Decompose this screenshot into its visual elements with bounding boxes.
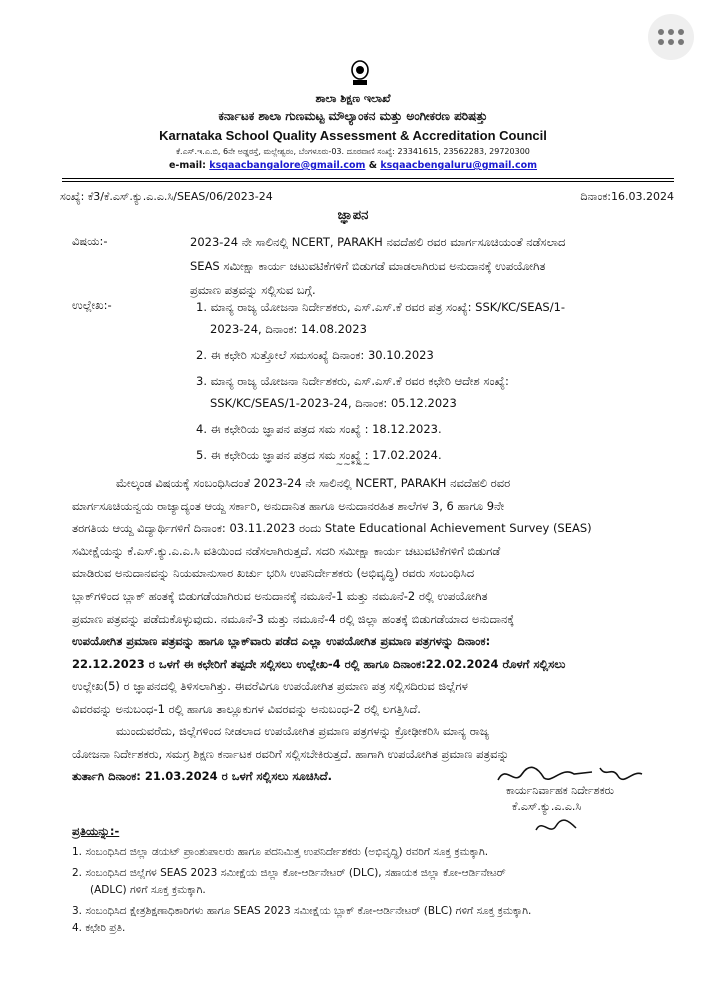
signatory-designation: ಕಾರ್ಯನಿರ್ವಾಹಕ ನಿರ್ದೇಶಕರು [506,784,614,797]
council-address: ಕೆ.ಎಸ್.ಇ.ಎ.ಬಿ, 6ನೇ ಅಡ್ಡರಸ್ತೆ, ಮಲ್ಲೇಶ್ವರಂ, ಬೆಂಗಳೂರು-03. ದೂರವಾಣಿ ಸಂಖ್ಯೆ: 23341615, 23562283, 29720300 [176,147,530,156]
section-divider: ~~*~~ [335,460,371,470]
email-line [0,160,706,171]
paragraph-line: ಪ್ರಮಾಣ ಪತ್ರವನ್ನು ಪಡೆದುಕೊಳ್ಳುವುದು. ನಮೂನೆ-3 ಮತ್ತು ನಮೂನೆ-4 ರಲ್ಲಿ ಜಿಲ್ಲಾ ಹಂತಕ್ಕೆ ಬಿಡುಗಡೆಯಾದ ಅನುದಾನಕ್ಕೆ [72,611,515,626]
email-link-1[interactable]: ksqaacbangalore@gmail.com [209,160,366,171]
more-options-button[interactable] [648,14,694,60]
paragraph-line: ಬ್ಲಾಕ್‌ಗಳಿಂದ ಬ್ಲಾಕ್ ಹಂತಕ್ಕೆ ಬಿಡುಗಡೆಯಾಗಿರುವ ಅನುದಾನಕ್ಕೆ ನಮೂನೆ-1 ಮತ್ತು ನಮೂನೆ-2 ರಲ್ಲಿ ಉಪಯೋಗಿತ [72,588,488,603]
email-separator: & [368,160,378,171]
email-label: e-mail: [168,160,206,171]
header-divider [62,178,674,179]
paragraph-line: ಉಪಯೋಗಿತ ಪ್ರಮಾಣ ಪತ್ರವನ್ನು ಹಾಗೂ ಬ್ಲಾಕ್‌ವಾರು ಪಡೆದ ಎಲ್ಲಾ ಉಪಯೋಗಿತ ಪ್ರಮಾಣ ಪತ್ರಗಳನ್ನು ದಿನಾಂಕ: [72,634,491,649]
paragraph-line: ಮುಂದುವರೆದು, ಜಿಲ್ಲೆಗಳಿಂದ ನೀಡಲಾದ ಉಪಯೋಗಿತ ಪ್ರಮಾಣ ಪತ್ರಗಳನ್ನು ಕ್ರೋಢೀಕರಿಸಿ ಮಾನ್ಯ ರಾಜ್ಯ [116,724,490,738]
signatory-organisation: ಕೆ.ಎಸ್.ಕ್ಯು.ಎ.ಎ.ಸಿ [512,800,582,813]
references-label: ಉಲ್ಲೇಖ:- [72,298,112,312]
copies-list [72,844,682,937]
email-link-2[interactable]: ksqaacbengaluru@gmail.com [380,160,538,171]
subject-line: ಪ್ರಮಾಣ ಪತ್ರವನ್ನು ಸಲ್ಲಿಸುವ ಬಗ್ಗೆ. [190,283,316,297]
copy-item: 3. ಸಂಬಂಧಿಸಿದ ಕ್ಷೇತ್ರಶಿಕ್ಷಣಾಧಿಕಾರಿಗಳು ಹಾಗೂ SEAS 2023 ಸಮೀಕ್ಷೆಯ ಬ್ಲಾಕ್ ಕೋ-ಆರ್ಡಿನೇಟರ್ (BLC) ಗಳಿಗೆ ಸೂಕ್ತ ಕ್ರಮಕ್ಕಾಗಿ. [72,905,532,917]
council-name-english: Karnataka School Quality Assessment & Accreditation Council [159,128,547,143]
copy-item: 4. ಕಛೇರಿ ಪ್ರತಿ. [72,922,126,934]
council-name-kannada: ಕರ್ನಾಟಕ ಶಾಲಾ ಗುಣಮಟ್ಟ ಮೌಲ್ಯಾಂಕನ ಮತ್ತು ಅಂಗೀಕರಣ ಪರಿಷತ್ತು [218,109,488,123]
government-emblem-icon [347,60,373,88]
initials-mark [532,816,580,838]
subject-line: SEAS ಸಮೀಕ್ಷಾ ಕಾರ್ಯ ಚಟುವಟಿಕೆಗಳಿಗೆ ಬಿಡುಗಡೆ ಮಾಡಲಾಗಿರುವ ಅನುದಾನಕ್ಕೆ ಉಪಯೋಗಿತ [190,259,546,273]
subject-line: 2023-24 ನೇ ಸಾಲಿನಲ್ಲಿ NCERT, PARAKH ನವದೆಹಲಿ ರವರ ಮಾರ್ಗಸೂಚಿಯಂತೆ ನಡೆಸಲಾದ [190,235,566,249]
reference-item: 3. ಮಾನ್ಯ ರಾಜ್ಯ ಯೋಜನಾ ನಿರ್ದೇಶಕರು, ಎಸ್.ಎಸ್.ಕೆ ರವರ ಕಛೇರಿ ಆದೇಶ ಸಂಖ್ಯೆ: SSK/KC/SEAS/1-2023-24, ದಿನಾಂಕ: 05.12.2023 [196,374,509,410]
copies-label: ಪ್ರತಿಯನ್ನು:- [72,824,120,838]
paragraph-line: ಮೇಲ್ಕಂಡ ವಿಷಯಕ್ಕೆ ಸಂಬಂಧಿಸಿದಂತೆ 2023-24 ನೇ ಸಾಲಿನಲ್ಲಿ NCERT, PARAKH ನವದೆಹಲಿ ರವರ [116,476,511,490]
paragraph-line: ವಿವರವನ್ನು ಅನುಬಂಧ-1 ರಲ್ಲಿ ಹಾಗೂ ತಾಲ್ಲೂಕುಗಳ ವಿವರವನ್ನು ಅನುಬಂಧ-2 ರಲ್ಲಿ ಲಗತ್ತಿಸಿದೆ. [72,701,421,716]
copy-item: 1. ಸಂಬಂಧಿಸಿದ ಜಿಲ್ಲಾ ಡಯಟ್ ಪ್ರಾಂಶುಪಾಲರು ಹಾಗೂ ಪದನಿಮಿತ್ತ ಉಪನಿರ್ದೇಶಕರು (ಅಭಿವೃದ್ಧಿ) ರವರಿಗೆ ಸೂಕ್ತ ಕ್ರಮಕ್ಕಾಗಿ. [72,846,489,858]
department-name: ಶಾಲಾ ಶಿಕ್ಷಣ ಇಲಾಖೆ [315,92,391,105]
reference-item: 2. ಈ ಕಛೇರಿ ಸುತ್ತೋಲೆ ಸಮಸಂಖ್ಯೆ ದಿನಾಂಕ: 30.10.2023 [196,348,434,362]
paragraph-line: ಮಾರ್ಗಸೂಚಿಯನ್ವಯ ರಾಜ್ಯಾದ್ಯಂತ ಆಯ್ದ ಸರ್ಕಾರಿ, ಅನುದಾನಿತ ಹಾಗೂ ಅನುದಾನರಹಿತ ಶಾಲೆಗಳ 3, 6 ಹಾಗೂ 9ನೇ [72,498,505,513]
paragraph-line: ತುರ್ತಾಗಿ ದಿನಾಂಕ: 21.03.2024 ರ ಒಳಗೆ ಸಲ್ಲಿಸಲು ಸೂಚಿಸಿದೆ. [72,769,332,784]
reference-item: 4. ಈ ಕಛೇರಿಯ ಜ್ಞಾಪನ ಪತ್ರದ ಸಮ ಸಂಖ್ಯೆ : 18.12.2023. [196,422,442,436]
paragraph-line: ತರಗತಿಯ ಆಯ್ದ ವಿದ್ಯಾರ್ಥಿಗಳಿಗೆ ದಿನಾಂಕ: 03.11.2023 ರಂದು State Educational Achievement Survey (SEAS) [72,521,592,536]
letter-date: ದಿನಾಂಕ:16.03.2024 [580,190,674,203]
header-divider-2 [62,181,674,182]
paragraph-line: ಉಲ್ಲೇಖ(5) ರ ಜ್ಞಾಪನದಲ್ಲಿ ತಿಳಿಸಲಾಗಿತ್ತು. ಈವರೆವಿಗೂ ಉಪಯೋಗಿತ ಪ್ರಮಾಣ ಪತ್ರ ಸಲ್ಲಿಸದಿರುವ ಜಿಲ್ಲೆಗಳ [72,679,468,694]
memo-title: ಜ್ಞಾಪನ [337,208,369,223]
copy-item: 2. ಸಂಬಂಧಿಸಿದ ಜಿಲ್ಲೆಗಳ SEAS 2023 ಸಮೀಕ್ಷೆಯ ಜಿಲ್ಲಾ ಕೋ-ಆರ್ಡಿನೇಟರ್ (DLC), ಸಹಾಯಕ ಜಿಲ್ಲಾ ಕೋ-ಆರ್ಡಿನೇಟರ್ (ADLC) ಗಳಿಗೆ ಸೂಕ್ತ ಕ್ರಮಕ್ಕಾಗಿ. [72,867,506,896]
paragraph-line: 22.12.2023 ರ ಒಳಗೆ ಈ ಕಛೇರಿಗೆ ತಪ್ಪದೇ ಸಲ್ಲಿಸಲು ಉಲ್ಲೇಖ-4 ರಲ್ಲಿ ಹಾಗೂ ದಿನಾಂಕ:22.02.2024 ರೊಳಗೆ ಸಲ್ಲಿಸಲು [72,656,566,671]
reference-number: ಸಂಖ್ಯೆ: ಕೆ3/ಕೆ.ಎಸ್.ಕ್ಯು.ಎ.ಎ.ಸಿ/SEAS/06/2023-24 [60,190,273,203]
reference-list [196,296,676,466]
reference-item: 5. ಈ ಕಛೇರಿಯ ಜ್ಞಾಪನ ಪತ್ರದ ಸಮ ಸಂಖ್ಯೆ : 17.02.2024. [196,448,442,462]
reference-item: 1. ಮಾನ್ಯ ರಾಜ್ಯ ಯೋಜನಾ ನಿರ್ದೇಶಕರು, ಎಸ್.ಎಸ್.ಕೆ ರವರ ಪತ್ರ ಸಂಖ್ಯೆ: SSK/KC/SEAS/1- 2023-24, ದಿನಾಂಕ: 14.08.2023 [196,300,566,336]
paragraph-line: ಯೋಜನಾ ನಿರ್ದೇಶಕರು, ಸಮಗ್ರ ಶಿಕ್ಷಣ ಕರ್ನಾಟಕ ರವರಿಗೆ ಸಲ್ಲಿಸಬೇಕಿರುತ್ತದೆ. ಹಾಗಾಗಿ ಉಪಯೋಗಿತ ಪ್ರಮಾಣ ಪತ್ರವನ್ನು [72,746,510,761]
subject-text [190,230,672,302]
subject-label: ವಿಷಯ:- [72,234,108,248]
dots-grid-icon [658,29,684,45]
paragraph-line: ಮಾಡಿರುವ ಅನುದಾನವನ್ನು ನಿಯಮಾನುಸಾರ ಖರ್ಚು ಭರಿಸಿ ಉಪನಿರ್ದೇಶಕರು (ಅಭಿವೃದ್ಧಿ) ರವರು ಸಂಬಂಧಿಸಿದ [72,566,475,581]
paragraph-line: ಸಮೀಕ್ಷೆಯನ್ನು ಕೆ.ಎಸ್.ಕ್ಯು.ಎ.ಎ.ಸಿ ವತಿಯಿಂದ ನಡೆಸಲಾಗಿರುತ್ತದೆ. ಸದರಿ ಸಮೀಕ್ಷಾ ಕಾರ್ಯ ಚಟುವಟಿಕೆಗಳಿಗೆ ಬಿಡುಗಡೆ [72,543,501,558]
body-paragraph-1 [72,472,672,721]
